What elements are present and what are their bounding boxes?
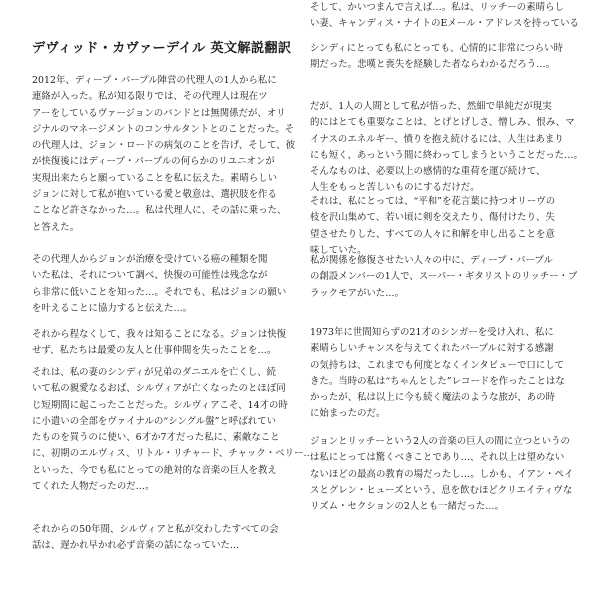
right-paragraph (310, 325, 565, 423)
text-line: 2012年、ディープ・パープル陣営の代理人の1人から私に (32, 75, 277, 86)
text-line: だが、1人の人間として私が悟った、然細で単純だが現実 (310, 101, 552, 112)
text-line: ら非常に低いことを知った…。それでも、私はジョンの願い (32, 286, 287, 298)
text-line: ジナルのマネージメントのコンサルタントとのことだった。そ (32, 123, 295, 135)
text-line: 私が関係を修復させたい人々の中に、ディープ・パープル (310, 255, 553, 266)
text-line: かったが、私は以上に今も続く魔法のような旅が、あの時 (310, 392, 556, 404)
right-paragraph (310, 99, 583, 197)
text-line: アーをしているヴァージョンのバンドとは無関係だが、オリ (32, 107, 286, 119)
text-line: 連絡が入った。私が知る限りでは、その代理人は現在ツ (32, 91, 268, 103)
page-title: デヴィッド・カヴァーデイル 英文解説翻訳 (32, 41, 292, 56)
text-line: その代理人からジョンが治療を受けている癌の種類を聞 (32, 254, 268, 265)
text-line: は私にとっては驚くべきことであり…、それ以上は望めない (310, 452, 565, 464)
left-paragraph (32, 327, 286, 360)
text-line: に小遣いの全部をヴァイナルの“シングル盤”と呼ばれてい (32, 415, 277, 427)
text-line: いて私の親愛なるおば、シルヴィアが亡くなったのとほぼ同 (32, 383, 286, 395)
text-line: そんなものは、必要以上の感情的な重荷を運び続けて、 (310, 166, 546, 178)
text-line: ジョンに対して私が抱いている愛と敬意は、選択肢を作る (32, 189, 277, 201)
text-line: 望させたりした、すべての人々に和解を申し出ることを意 (310, 228, 555, 240)
text-line: せず、私たちは最愛の友人と仕事仲間を失ったことを…。 (32, 345, 277, 357)
text-line: ジョンとリッチーという2人の音楽の巨人の間に立つというの (310, 436, 570, 447)
text-line: といった、今でも私にとっての絶対的な音楽の巨人を教え (32, 464, 277, 476)
text-line: ないほどの最高の教育の場だったし…。しかも、イアン・ペイ (310, 468, 574, 480)
text-line: スとグレン・ヒューズという、息を飲むほどクリエイティヴな (310, 484, 573, 496)
text-line: 枝を沢山集めて、若い頃に剣を交えたり、傷付けたり、失 (310, 212, 555, 224)
text-line: シンディにとっても私にとっても、心情的に非常につらい時 (310, 43, 563, 54)
text-line: それから程なくして、我々は知ることになる。ジョンは快復 (32, 329, 287, 340)
text-line: い妻、キャンディス・ナイトのEメール・アドレスを持っている (310, 18, 579, 30)
text-line: にも短く、あっという間に終わってしまうということだった…。 (310, 149, 583, 161)
right-paragraph (310, 434, 573, 515)
text-line: に、初期のエルヴィス、リトル・リチャード、チャック・ベリー… (32, 448, 313, 460)
text-line: 人生をもっと苦しいものにするだけだ。 (310, 182, 480, 194)
text-line: 話は、遅かれ早かれ必ず音楽の話になっていた… (32, 540, 240, 552)
text-line: を叶えることに協力すると伝えた…。 (32, 302, 193, 314)
text-line: の代理人は、ジョン・ロードの病気のことを告げ、そして、彼 (32, 140, 296, 152)
text-line: と答えた。 (32, 221, 80, 233)
left-paragraph (32, 73, 295, 236)
text-line: に始まったのだ。 (310, 408, 386, 420)
left-paragraph (32, 365, 313, 495)
text-line: たものを買うのに使い、6才か7才だった私に、素敵なこと (32, 432, 280, 444)
right-paragraph (310, 253, 577, 302)
text-line: そして、かいつまんで言えば…。私は、リッチーの素晴らし (310, 2, 564, 13)
right-paragraph (310, 194, 555, 259)
text-line: リズム・セクションの2人とも一緒だった…。 (310, 501, 505, 513)
text-line: ラックモアがいた…。 (310, 287, 405, 299)
text-line: の気持ちは、これまでも何度となくインタビューで口にして (310, 359, 565, 371)
text-line: イナスのエネルギー、憤りを抱え続けるには、人生はあまり (310, 133, 564, 145)
text-line: 実現出来たらと願っていることを私に伝えた。素晴らしい (32, 172, 278, 184)
text-line: それからの50年間、シルヴィアと私が交わしたすべての会 (32, 524, 279, 535)
right-paragraph (310, 41, 563, 74)
text-line: それは、私の妻のシンディが兄弟のダニエルを亡くし、続 (32, 367, 277, 378)
text-line: 期だった。悲嘆と喪失を経験した者ならわかるだろう…。 (310, 59, 556, 71)
text-line: 素晴らしいチャンスを与えてくれたパープルに対する感謝 (310, 343, 554, 355)
text-line: それは、私にとっては、“平和”を花言葉に持つオリーヴの (310, 196, 556, 207)
text-line: きた。当時の私は“ちゃんとした”レコードを作ったことはな (310, 375, 565, 387)
text-line: じ短期間に起こったことだった。シルヴィアこそ、14才の時 (32, 399, 288, 411)
text-line: てくれた人物だったのだ…。 (32, 481, 155, 493)
text-line: 1973年に世間知らずの21才のシンガーを受け入れ、私に (310, 327, 554, 338)
text-line: 味していた。 (310, 244, 367, 256)
text-line: ことなど許さなかった…。私は代理人に、その話に乗った、 (32, 205, 287, 217)
right-paragraph (310, 0, 579, 33)
text-line: 的にはとても重要なことは、とげとげしさ、憎しみ、恨み、マ (310, 117, 575, 129)
text-line: が快復後にはディープ・パープルの何らかのリユニオンが (32, 156, 275, 168)
left-paragraph (32, 522, 279, 555)
text-line: の創設メンバーの1人で、スーパー・ギタリストのリッチー・ブ (310, 271, 578, 283)
left-paragraph (32, 252, 286, 317)
text-line: いた私は、それについて調べ、快復の可能性は残念なが (32, 270, 268, 282)
